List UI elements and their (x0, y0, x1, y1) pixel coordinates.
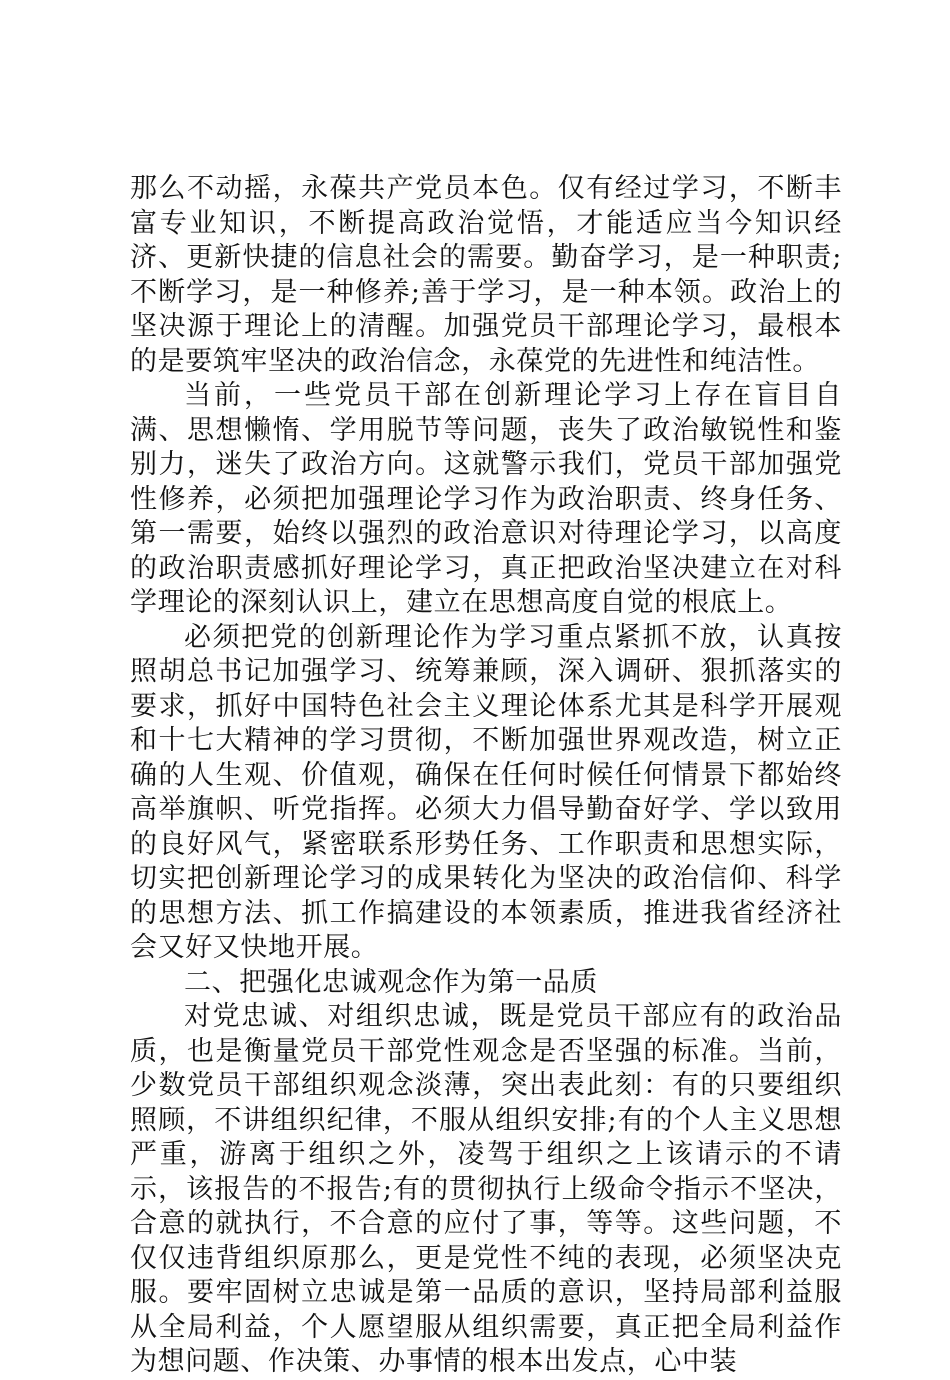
paragraph-continuation: 那么不动摇，永葆共产党员本色。仅有经过学习，不断丰富专业知识，不断提高政治觉悟，才能适应当今知识经济、更新快捷的信息社会的需要。勤奋学习，是一种职责;不断学习，是一种修养;善于学习，是一种本领。政治上的坚决源于理论上的清醒。加强党员干部理论学习，最根本的是要筑牢坚决的政治信念，永葆党的先进性和纯洁性。 (130, 173, 842, 377)
section-heading-loyalty: 二、把强化忠诚观念作为第一品质 (184, 966, 598, 998)
paragraph-loyalty: 对党忠诚、对组织忠诚，既是党员干部应有的政治品质，也是衡量党员干部党性观念是否坚强的标准。当前，少数党员干部组织观念淡薄，突出表此刻：有的只要组织照顾，不讲组织纪律，不服从组织安排;有的个人主义思想严重，游离于组织之外，凌驾于组织之上该请示的不请示，该报告的不报告;有的贯彻执行上级命令指示不坚决，合意的就执行，不合意的应付了事，等等。这些问题，不仅仅违背组织原那么，更是党性不纯的表现，必须坚决克服。要牢固树立忠诚是第一品质的意识，坚持局部利益服从全局利益，个人愿望服从组织需要，真正把全局利益作为想问题、作决策、办事情的根本出发点，心中装 (130, 1001, 842, 1377)
paragraph-innovation-theory: 必须把党的创新理论作为学习重点紧抓不放，认真按照胡总书记加强学习、统筹兼顾，深入调研、狠抓落实的要求，抓好中国特色社会主义理论体系尤其是科学开展观和十七大精神的学习贯彻，不断加强世界观改造，树立正确的人生观、价值观，确保在任何时候任何情景下都始终高举旗帜、听党指挥。必须大力倡导勤奋好学、学以致用的良好风气，紧密联系形势任务、工作职责和思想实际，切实把创新理论学习的成果转化为坚决的政治信仰、科学的思想方法、抓工作搞建设的本领素质，推进我省经济社会又好又快地开展。 (130, 621, 842, 963)
paragraph-theory-study: 当前，一些党员干部在创新理论学习上存在盲目自满、思想懒惰、学用脱节等问题，丧失了政治敏锐性和鉴别力，迷失了政治方向。这就警示我们，党员干部加强党性修养，必须把加强理论学习作为政治职责、终身任务、第一需要，始终以强烈的政治意识对待理论学习，以高度的政治职责感抓好理论学习，真正把政治坚决建立在对科学理论的深刻认识上，建立在思想高度自觉的根底上。 (130, 380, 842, 618)
document-page (130, 172, 842, 1380)
